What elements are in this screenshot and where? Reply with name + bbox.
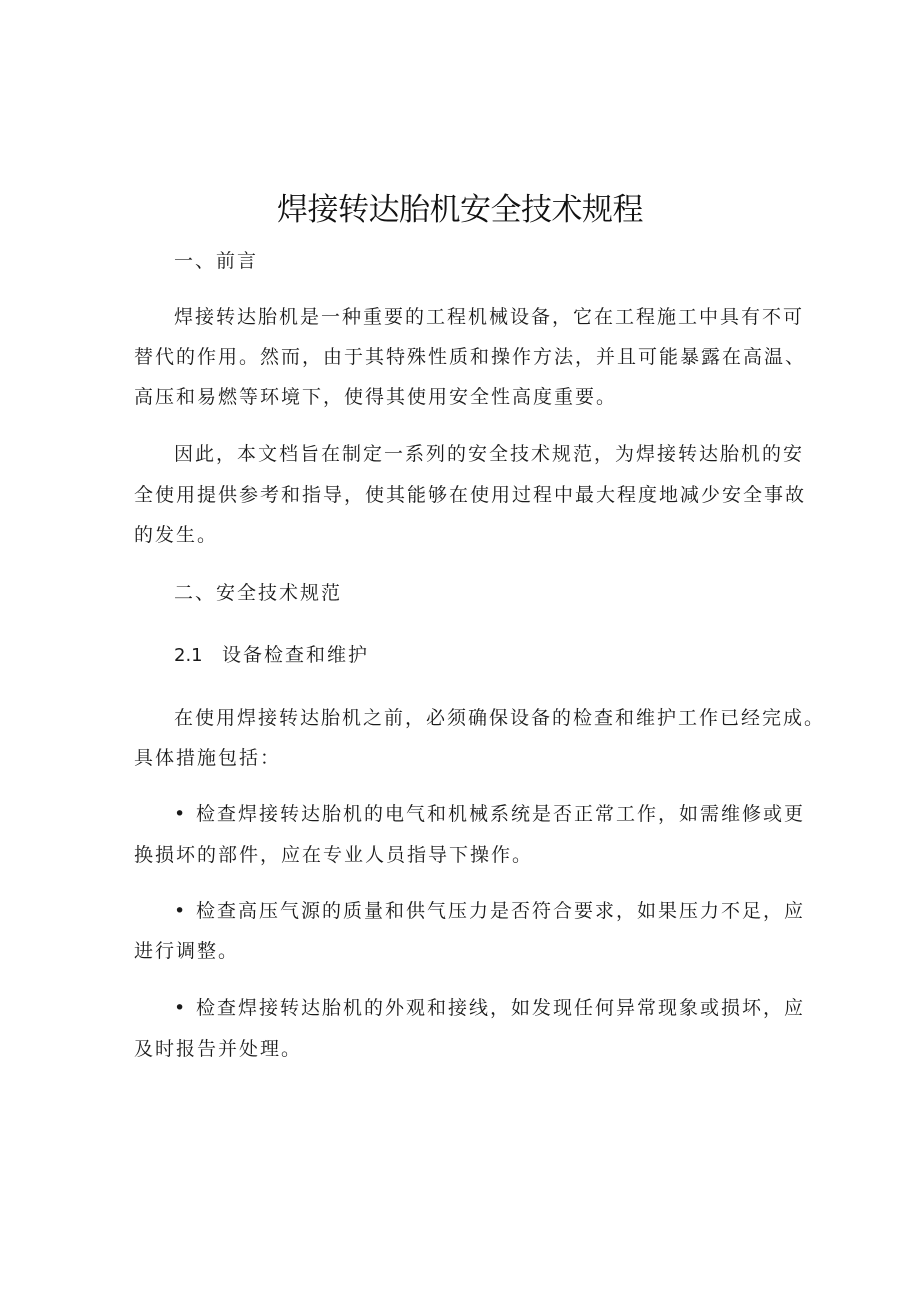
paragraph-line: 全使用提供参考和指导，使其能够在使用过程中最大程度地减少安全事故 [134, 484, 807, 506]
paragraph-line: 替代的作用。然而，由于其特殊性质和操作方法，并且可能暴露在高温、 [134, 346, 807, 368]
section-heading-safety-specs: 二、安全技术规范 [174, 582, 343, 604]
subsection-number: 2.1 [174, 645, 203, 666]
subsection-heading [174, 642, 369, 669]
bullet-dot-icon: • [174, 900, 186, 922]
paragraph-line: 具体措施包括： [134, 747, 282, 769]
bullet-line: 进行调整。 [134, 940, 240, 962]
document-title: 焊接转达胎机安全技术规程 [277, 192, 643, 228]
bullet-line: 及时报告并处理。 [134, 1038, 303, 1060]
paragraph-line: 因此，本文档旨在制定一系列的安全技术规范，为焊接转达胎机的安 [174, 443, 805, 465]
paragraph-line: 焊接转达胎机是一种重要的工程机械设备，它在工程施工中具有不可 [174, 306, 805, 328]
paragraph-line: 在使用焊接转达胎机之前，必须确保设备的检查和维护工作已经完成。 [174, 707, 826, 729]
bullet-item [174, 898, 806, 924]
bullet-line: 检查高压气源的质量和供气压力是否符合要求，如果压力不足，应 [196, 900, 806, 922]
bullet-dot-icon: • [174, 997, 186, 1019]
bullet-dot-icon: • [174, 803, 186, 825]
paragraph-line: 高压和易燃等环境下，使得其使用安全性高度重要。 [134, 386, 618, 408]
bullet-line: 检查焊接转达胎机的外观和接线，如发现任何异常现象或损坏，应 [196, 997, 806, 1019]
bullet-item [174, 801, 806, 827]
bullet-item [174, 995, 806, 1021]
paragraph-line: 的发生。 [134, 524, 219, 546]
subsection-title: 设备检查和维护 [222, 644, 370, 666]
bullet-line: 检查焊接转达胎机的电气和机械系统是否正常工作，如需维修或更 [196, 803, 806, 825]
bullet-line: 换损坏的部件，应在专业人员指导下操作。 [134, 844, 534, 866]
section-heading-preface: 一、前言 [174, 250, 259, 272]
